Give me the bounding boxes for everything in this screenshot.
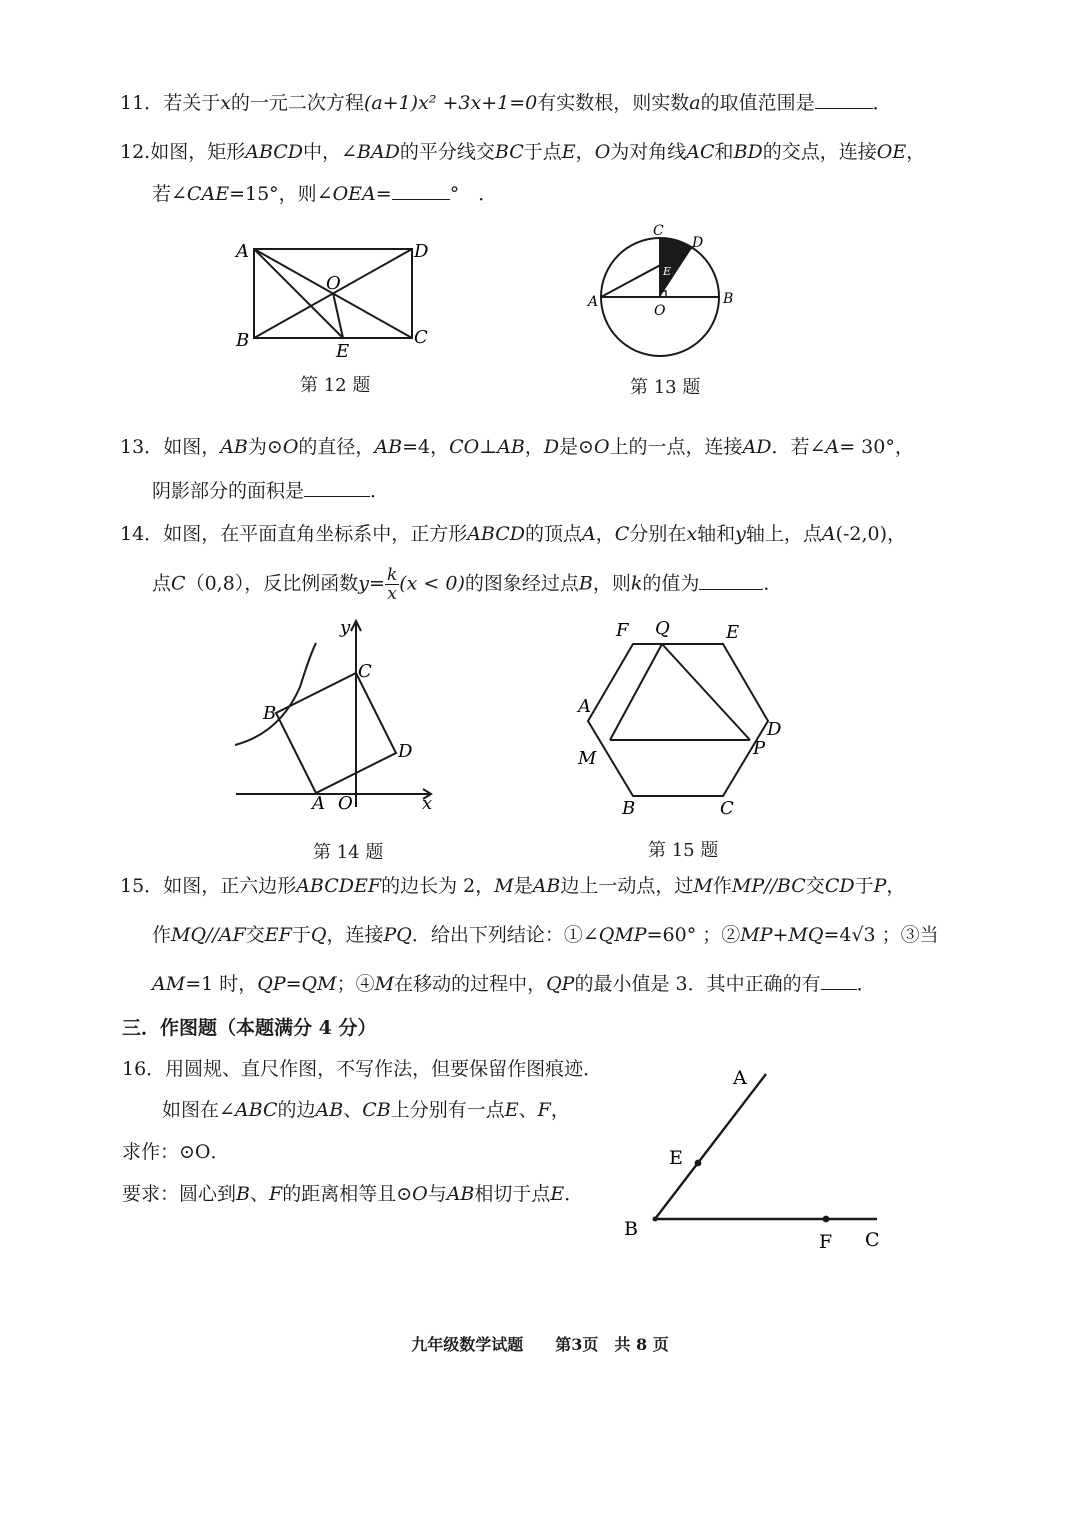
label-F: F xyxy=(616,620,629,641)
answer-blank xyxy=(392,181,450,200)
label-B: B xyxy=(624,1218,638,1240)
label-A: A xyxy=(588,294,599,310)
q16-text: 如图在 xyxy=(162,1099,220,1121)
q14-text: （0,8），反比例函数 xyxy=(185,572,359,595)
q13-text: 是⊙ xyxy=(559,436,594,458)
fraction-denominator: x xyxy=(387,584,397,604)
q15-text: =1 时， xyxy=(185,973,258,995)
label-F: F xyxy=(819,1231,833,1253)
question-number: 12. xyxy=(120,141,151,163)
label-B: B xyxy=(622,798,636,819)
q14-text: 分别在 xyxy=(629,523,687,545)
q11-var-x: x xyxy=(220,92,231,114)
q13-text: 上的一点，连接 xyxy=(609,436,743,458)
q14-text: A xyxy=(821,523,836,545)
q15-text: QM xyxy=(301,973,337,995)
q15-text: MQ//AF xyxy=(171,924,246,946)
q14-text: = xyxy=(369,572,385,595)
q16-text: ∠ABC xyxy=(219,1099,278,1121)
q13-text: =4， xyxy=(402,436,450,458)
q13-text: O xyxy=(593,436,610,458)
question-15-line-2 xyxy=(152,922,939,948)
label-y: y xyxy=(340,617,351,638)
q16-text: 上分别有一点 xyxy=(390,1099,505,1121)
label-A: A xyxy=(312,793,325,814)
question-16-line-2 xyxy=(162,1097,570,1123)
question-12-line-1 xyxy=(120,139,925,165)
q16-text: 的边 xyxy=(277,1099,316,1121)
figure-13-circle xyxy=(585,225,755,375)
q15-text: M xyxy=(693,875,713,897)
q14-text: ，则 xyxy=(592,572,631,595)
q13-text: ∠A xyxy=(809,436,840,458)
q16-text: 、 xyxy=(343,1099,363,1121)
question-16-line-4 xyxy=(122,1181,583,1207)
q16-text: 与 xyxy=(427,1183,447,1205)
figure-12-rectangle xyxy=(230,237,460,367)
label-x: x xyxy=(422,793,433,814)
q14-text: ， xyxy=(595,523,615,545)
question-number: 11． xyxy=(120,92,164,114)
q12-text: OE xyxy=(876,141,907,163)
q15-text: ，连接 xyxy=(326,924,384,946)
q13-text: CO xyxy=(449,436,480,458)
question-13-line-2 xyxy=(152,478,389,504)
q15-text: ；④ xyxy=(336,973,375,995)
q14-text: x xyxy=(686,523,698,545)
q15-text: QP xyxy=(546,973,575,995)
fraction-k-over-x xyxy=(385,566,399,603)
label-M: M xyxy=(578,748,597,769)
question-14-line-2 xyxy=(152,566,782,603)
q15-text: AB xyxy=(532,875,561,897)
q15-text: ， xyxy=(886,875,906,897)
answer-blank xyxy=(821,971,857,990)
q14-text: ． xyxy=(763,572,783,595)
q13-text: AB xyxy=(374,436,403,458)
q15-text: 于 xyxy=(291,924,311,946)
label-A: A xyxy=(733,1067,747,1089)
q16-text: B xyxy=(236,1183,250,1205)
q15-text: MP xyxy=(740,924,773,946)
q13-text: 的直径， xyxy=(298,436,375,458)
q14-text: A xyxy=(582,523,596,545)
q15-text: AM xyxy=(152,973,186,995)
q15-text: 于 xyxy=(854,875,874,897)
q14-text: 的顶点 xyxy=(525,523,583,545)
label-D: D xyxy=(398,741,413,762)
q15-text: ． xyxy=(856,973,876,995)
label-E: E xyxy=(336,341,350,362)
q14-text: 的图象经过点 xyxy=(464,572,579,595)
figure-14-coordinate-plane xyxy=(230,615,450,815)
q15-text: 作 xyxy=(712,875,732,897)
q16-text: E xyxy=(550,1183,565,1205)
q12-text: ∠OEA xyxy=(316,183,376,205)
q16-text: 要求：圆心到 xyxy=(122,1183,237,1205)
q12-text: BC xyxy=(494,141,524,163)
q15-text: ABCDEF xyxy=(296,875,382,897)
label-B: B xyxy=(723,291,734,307)
q15-text: MQ xyxy=(788,924,824,946)
label-D: D xyxy=(692,235,704,251)
label-C: C xyxy=(653,223,664,239)
q12-text: 和 xyxy=(714,141,734,163)
q13-text: D xyxy=(543,436,560,458)
q14-text: 如图，在平面直角坐标系中，正方形 xyxy=(163,523,468,545)
q13-text: ． xyxy=(370,480,390,502)
q16-text: O xyxy=(412,1183,428,1205)
q15-text: ．给出下列结论：① xyxy=(411,924,583,946)
q13-text: ， xyxy=(524,436,544,458)
q12-text: 的平分线交 xyxy=(399,141,495,163)
q12-text: 的交点，连接 xyxy=(762,141,877,163)
q16-text: CB xyxy=(362,1099,391,1121)
q16-text: E xyxy=(504,1099,519,1121)
q14-text: C xyxy=(171,572,186,595)
q14-text: 的值为 xyxy=(642,572,700,595)
q11-equation: (a+1)x² +3x+1=0 xyxy=(363,92,538,114)
q12-text: = xyxy=(375,183,392,205)
q16-text: AB xyxy=(446,1183,475,1205)
answer-blank xyxy=(815,90,873,109)
figure-15-hexagon xyxy=(570,614,800,819)
q12-text: E xyxy=(561,141,576,163)
q12-text: =15°，则 xyxy=(229,183,317,205)
question-number: 15． xyxy=(120,875,164,897)
figure-13-caption: 第 13 题 xyxy=(630,377,701,398)
label-C: C xyxy=(414,327,428,348)
q16-text: F xyxy=(537,1099,551,1121)
q15-text: 交 xyxy=(805,875,825,897)
answer-blank xyxy=(304,478,370,497)
q15-text: 的最小值是 3．其中正确的有 xyxy=(574,973,821,995)
point-F xyxy=(823,1216,830,1223)
q12-text: BD xyxy=(733,141,763,163)
q15-text: 作 xyxy=(152,924,172,946)
q14-text: B xyxy=(578,572,593,595)
figure-15-caption: 第 15 题 xyxy=(648,840,719,861)
label-O: O xyxy=(654,303,666,319)
figure-12-caption: 第 12 题 xyxy=(300,375,371,396)
q13-text: O xyxy=(282,436,299,458)
q12-text: 若 xyxy=(152,183,172,205)
q12-text: 如图，矩形 xyxy=(150,141,246,163)
q12-text: ∠CAE xyxy=(171,183,230,205)
q15-text: M xyxy=(374,973,395,995)
label-A: A xyxy=(236,241,249,262)
question-16-line-1: 16．用圆规、直尺作图，不写作法，但要保留作图痕迹． xyxy=(122,1058,603,1080)
q12-text: O xyxy=(594,141,611,163)
label-P: P xyxy=(753,738,766,759)
label-B: B xyxy=(263,703,277,724)
q13-text: = 30°， xyxy=(839,436,914,458)
q15-text: = xyxy=(285,973,302,995)
point-E xyxy=(695,1160,702,1167)
q12-text: 中， xyxy=(303,141,342,163)
q15-text: + xyxy=(772,924,789,946)
q11-var-a: a xyxy=(689,92,701,114)
q15-text: 的边长为 2， xyxy=(381,875,495,897)
label-B: B xyxy=(236,330,250,351)
label-A: A xyxy=(578,696,591,717)
q12-text: ABCD xyxy=(245,141,304,163)
q16-text: ． xyxy=(564,1183,584,1205)
q14-text: (x < 0) xyxy=(399,572,465,595)
q15-text: =60° ；② xyxy=(646,924,741,946)
q14-text: 点 xyxy=(152,572,172,595)
q13-text: AB xyxy=(220,436,248,458)
q15-text: PQ xyxy=(383,924,412,946)
q14-text: k xyxy=(630,572,643,595)
q11-text-2: 的一元二次方程 xyxy=(230,92,364,114)
section-heading: 三．作图题（本题满分 4 分） xyxy=(122,1017,377,1039)
q13-text: 为⊙ xyxy=(247,436,283,458)
label-D: D xyxy=(767,719,782,740)
q15-text: 交 xyxy=(245,924,265,946)
q15-text: QP xyxy=(257,973,286,995)
label-E: E xyxy=(663,265,672,278)
label-C: C xyxy=(720,798,734,819)
page-footer: 九年级数学试题 第3页 共 8 页 xyxy=(411,1335,669,1354)
label-O: O xyxy=(338,793,353,814)
q12-text: 为对角线 xyxy=(610,141,687,163)
q14-text: (-2,0)， xyxy=(835,523,907,545)
answer-blank xyxy=(699,571,763,590)
q14-text: y xyxy=(735,523,746,545)
q14-text: 轴和 xyxy=(697,523,736,545)
q11-text-1: 若关于 xyxy=(163,92,221,114)
question-15-line-3 xyxy=(152,971,876,997)
q12-text: AC xyxy=(686,141,715,163)
q14-text: 轴上，点 xyxy=(745,523,822,545)
q15-text: Q xyxy=(310,924,327,946)
q14-text: C xyxy=(614,523,630,545)
label-E: E xyxy=(669,1147,683,1169)
question-11 xyxy=(120,90,892,116)
q16-text: ， xyxy=(550,1099,570,1121)
q13-text: AB xyxy=(497,436,525,458)
q12-text: ， xyxy=(906,141,926,163)
q15-text: ∠QMP xyxy=(582,924,647,946)
label-E: E xyxy=(726,622,740,643)
q15-text: 边上一动点，过 xyxy=(560,875,694,897)
q12-text: ° ． xyxy=(449,183,498,205)
q13-text: 阴影部分的面积是 xyxy=(152,480,305,502)
q15-text: 是 xyxy=(513,875,533,897)
q15-text: CD xyxy=(824,875,855,897)
q13-text: ．若 xyxy=(771,436,810,458)
label-O: O xyxy=(326,273,341,294)
q16-text: 相切于点 xyxy=(474,1183,551,1205)
q15-text: P xyxy=(873,875,887,897)
label-Q: Q xyxy=(655,618,670,639)
question-12-line-2 xyxy=(152,181,497,207)
q11-text-4: 的取值范围是 xyxy=(700,92,815,114)
point-B xyxy=(653,1217,658,1222)
label-C: C xyxy=(358,661,372,682)
q15-text: MP//BC xyxy=(731,875,806,897)
question-13-line-1 xyxy=(120,434,914,460)
q15-text: 在移动的过程中， xyxy=(394,973,547,995)
q15-text: =4√3 ；③当 xyxy=(823,924,939,946)
q16-text: 、 xyxy=(249,1183,269,1205)
q16-text: 、 xyxy=(518,1099,538,1121)
q15-text: M xyxy=(494,875,514,897)
q14-text: ABCD xyxy=(467,523,526,545)
question-number: 14． xyxy=(120,523,164,545)
q15-text: 如图，正六边形 xyxy=(163,875,297,897)
label-D: D xyxy=(414,241,429,262)
question-16-line-3: 求作：⊙O． xyxy=(122,1141,230,1163)
q12-text: ∠BAD xyxy=(341,141,400,163)
q16-text: AB xyxy=(315,1099,344,1121)
figure-14-caption: 第 14 题 xyxy=(313,842,384,863)
figure-16-angle xyxy=(615,1060,895,1260)
q12-text: 于点 xyxy=(523,141,562,163)
question-number: 13． xyxy=(120,436,164,458)
q16-text: 的距离相等且⊙ xyxy=(282,1183,413,1205)
q11-text-5: ． xyxy=(872,92,892,114)
q16-text: F xyxy=(269,1183,283,1205)
question-15-line-1 xyxy=(120,873,905,899)
fraction-numerator: k xyxy=(386,565,398,585)
q13-text: AD xyxy=(742,436,772,458)
q14-text: y xyxy=(358,572,370,595)
q13-text: 如图， xyxy=(163,436,221,458)
label-C: C xyxy=(865,1229,880,1251)
q15-text: EF xyxy=(264,924,292,946)
q12-text: ， xyxy=(575,141,595,163)
q13-text: ⊥ xyxy=(479,436,498,458)
q11-text-3: 有实数根，则实数 xyxy=(537,92,690,114)
question-14-line-1 xyxy=(120,521,906,547)
